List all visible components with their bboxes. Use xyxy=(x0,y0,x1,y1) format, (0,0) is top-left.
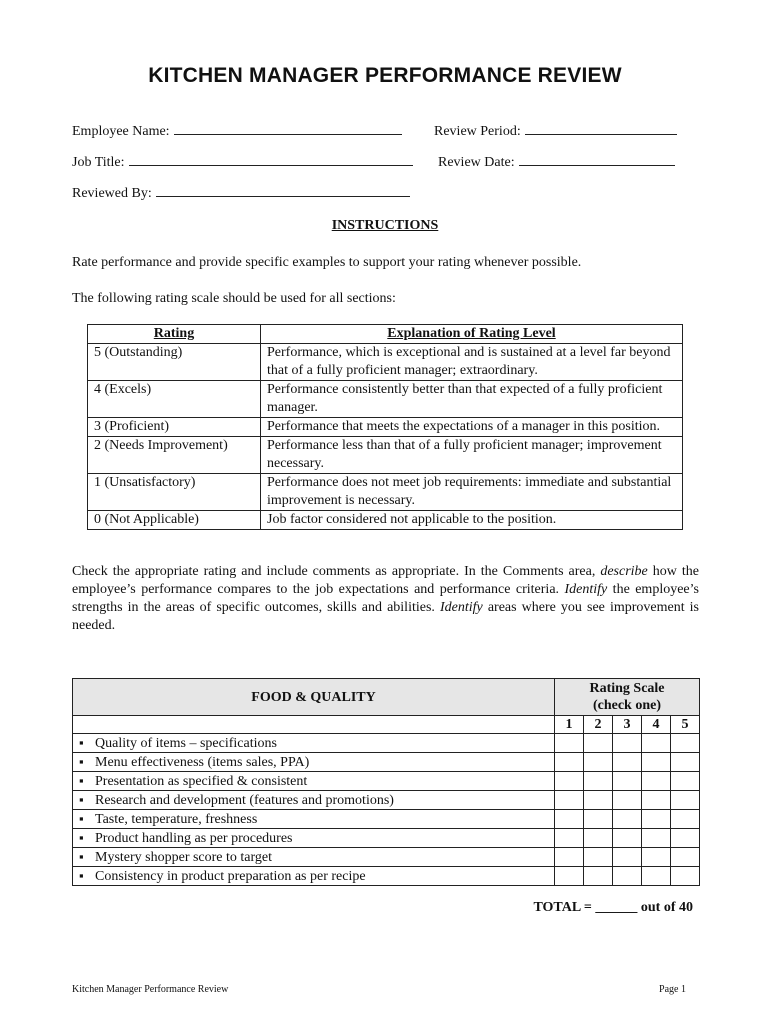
rating-checkbox-3[interactable] xyxy=(613,829,642,848)
rating-checkbox-3[interactable] xyxy=(613,753,642,772)
scale-number-row xyxy=(73,716,700,734)
criteria-item: ▪ Mystery shopper score to target xyxy=(73,848,555,867)
employee-name-blank[interactable] xyxy=(174,122,402,135)
explanation-cell: Performance less than that of a fully proficient manager; improvement necessary. xyxy=(261,437,683,474)
rating-scale-table xyxy=(87,324,683,530)
food-quality-section-title: FOOD & QUALITY xyxy=(73,679,555,716)
rating-checkbox-2[interactable] xyxy=(584,791,613,810)
rating-checkbox-1[interactable] xyxy=(555,810,584,829)
rating-checkbox-2[interactable] xyxy=(584,848,613,867)
rating-scale-row xyxy=(88,381,683,418)
rating-checkbox-4[interactable] xyxy=(642,772,671,791)
instructions-heading: INSTRUCTIONS xyxy=(331,218,439,233)
explanation-cell: Performance consistently better than that expected of a fully proficient manager. xyxy=(261,381,683,418)
rating-checkbox-5[interactable] xyxy=(671,734,700,753)
rating-scale-label: Rating Scale xyxy=(589,681,665,696)
rating-scale-row xyxy=(88,418,683,437)
criteria-item: ▪ Research and development (features and promotions) xyxy=(73,791,555,810)
explanation-cell: Performance, which is exceptional and is sustained at a level far beyond that of a fully proficient manager; extraordinary. xyxy=(261,344,683,381)
table-row xyxy=(73,867,700,886)
paragraph-emphasis: describe xyxy=(600,564,648,579)
job-title-blank[interactable] xyxy=(129,153,413,166)
scale-number: 3 xyxy=(613,716,642,734)
employee-name-label: Employee Name: xyxy=(72,124,170,139)
rating-checkbox-1[interactable] xyxy=(555,829,584,848)
paragraph-text: the employee’s strengths in the areas of specific outcomes, skills and abilities. xyxy=(72,582,699,615)
rating-checkbox-2[interactable] xyxy=(584,734,613,753)
rating-scale-header-row xyxy=(88,325,683,344)
rating-checkbox-5[interactable] xyxy=(671,848,700,867)
criteria-item: ▪ Presentation as specified & consistent xyxy=(73,772,555,791)
rating-cell: 5 (Outstanding) xyxy=(88,344,261,381)
table-row xyxy=(73,810,700,829)
explanation-cell: Performance does not meet job requirements: immediate and substantial improvement is necessary. xyxy=(261,474,683,511)
rating-cell: 0 (Not Applicable) xyxy=(88,511,261,530)
scale-number: 4 xyxy=(642,716,671,734)
table-row xyxy=(73,734,700,753)
explanation-cell: Performance that meets the expectations of a manager in this position. xyxy=(261,418,683,437)
criteria-item: ▪ Quality of items – specifications xyxy=(73,734,555,753)
rating-column-header: Rating xyxy=(88,325,261,344)
rating-checkbox-1[interactable] xyxy=(555,753,584,772)
rating-checkbox-2[interactable] xyxy=(584,810,613,829)
document-title: KITCHEN MANAGER PERFORMANCE REVIEW xyxy=(148,64,622,87)
criteria-item: ▪ Consistency in product preparation as per recipe xyxy=(73,867,555,886)
rating-checkbox-5[interactable] xyxy=(671,772,700,791)
employee-name-field xyxy=(72,122,402,140)
explanation-column-header: Explanation of Rating Level xyxy=(261,325,683,344)
rating-checkbox-3[interactable] xyxy=(613,867,642,886)
rating-checkbox-5[interactable] xyxy=(671,753,700,772)
rating-cell: 2 (Needs Improvement) xyxy=(88,437,261,474)
instruction-text-2: The following rating scale should be used for all sections: xyxy=(72,291,396,306)
rating-checkbox-3[interactable] xyxy=(613,810,642,829)
rating-cell: 3 (Proficient) xyxy=(88,418,261,437)
rating-checkbox-3[interactable] xyxy=(613,772,642,791)
rating-scale-header xyxy=(555,679,700,716)
total-score: TOTAL = ______ out of 40 xyxy=(533,900,693,915)
rating-checkbox-1[interactable] xyxy=(555,791,584,810)
rating-checkbox-3[interactable] xyxy=(613,848,642,867)
rating-checkbox-4[interactable] xyxy=(642,867,671,886)
reviewed-by-label: Reviewed By: xyxy=(72,186,152,201)
rating-checkbox-4[interactable] xyxy=(642,791,671,810)
comments-instructions-paragraph xyxy=(72,563,699,635)
paragraph-emphasis: Identify xyxy=(439,600,483,615)
review-period-label: Review Period: xyxy=(434,124,521,139)
job-title-label: Job Title: xyxy=(72,155,125,170)
paragraph-emphasis: Identify xyxy=(564,582,608,597)
paragraph-text: Check the appropriate rating and include comments as appropriate. In the Comments area, xyxy=(72,564,601,579)
rating-checkbox-1[interactable] xyxy=(555,772,584,791)
rating-checkbox-5[interactable] xyxy=(671,791,700,810)
rating-checkbox-2[interactable] xyxy=(584,772,613,791)
rating-scale-row xyxy=(88,474,683,511)
reviewed-by-field xyxy=(72,184,410,202)
food-quality-header-row xyxy=(73,679,700,716)
instruction-text-1: Rate performance and provide specific examples to support your rating whenever possible. xyxy=(72,255,582,270)
rating-checkbox-4[interactable] xyxy=(642,829,671,848)
rating-cell: 1 (Unsatisfactory) xyxy=(88,474,261,511)
paragraph-text: how the employee’s performance compares to the job expectations and performance criteria. xyxy=(72,564,699,597)
blank-header-cell xyxy=(73,716,555,734)
table-row xyxy=(73,791,700,810)
paragraph-text: areas where you see improvement is needed. xyxy=(72,600,699,633)
check-one-label: (check one) xyxy=(592,698,662,713)
rating-scale-row xyxy=(88,511,683,530)
table-row xyxy=(73,772,700,791)
food-quality-table xyxy=(72,678,700,886)
scale-number: 1 xyxy=(555,716,584,734)
scale-number: 2 xyxy=(584,716,613,734)
rating-scale-row xyxy=(88,344,683,381)
rating-checkbox-4[interactable] xyxy=(642,753,671,772)
review-date-label: Review Date: xyxy=(438,155,515,170)
rating-checkbox-2[interactable] xyxy=(584,829,613,848)
rating-checkbox-1[interactable] xyxy=(555,734,584,753)
rating-checkbox-4[interactable] xyxy=(642,810,671,829)
scale-number: 5 xyxy=(671,716,700,734)
page-number: Page 1 xyxy=(659,984,686,995)
explanation-cell: Job factor considered not applicable to the position. xyxy=(261,511,683,530)
rating-checkbox-2[interactable] xyxy=(584,867,613,886)
criteria-item: ▪ Product handling as per procedures xyxy=(73,829,555,848)
rating-cell: 4 (Excels) xyxy=(88,381,261,418)
review-date-blank[interactable] xyxy=(519,153,675,166)
footer-document-title: Kitchen Manager Performance Review xyxy=(72,984,229,995)
rating-checkbox-5[interactable] xyxy=(671,867,700,886)
rating-checkbox-5[interactable] xyxy=(671,829,700,848)
review-period-field xyxy=(434,122,677,140)
table-row xyxy=(73,829,700,848)
rating-checkbox-4[interactable] xyxy=(642,848,671,867)
rating-checkbox-1[interactable] xyxy=(555,848,584,867)
reviewed-by-blank[interactable] xyxy=(156,184,410,197)
criteria-item: ▪ Menu effectiveness (items sales, PPA) xyxy=(73,753,555,772)
job-title-field xyxy=(72,153,413,171)
review-period-blank[interactable] xyxy=(525,122,677,135)
criteria-item: ▪ Taste, temperature, freshness xyxy=(73,810,555,829)
rating-checkbox-5[interactable] xyxy=(671,810,700,829)
rating-checkbox-2[interactable] xyxy=(584,753,613,772)
rating-checkbox-3[interactable] xyxy=(613,791,642,810)
rating-checkbox-4[interactable] xyxy=(642,734,671,753)
review-date-field xyxy=(438,153,675,171)
table-row xyxy=(73,753,700,772)
rating-scale-row xyxy=(88,437,683,474)
rating-checkbox-3[interactable] xyxy=(613,734,642,753)
table-row xyxy=(73,848,700,867)
rating-checkbox-1[interactable] xyxy=(555,867,584,886)
